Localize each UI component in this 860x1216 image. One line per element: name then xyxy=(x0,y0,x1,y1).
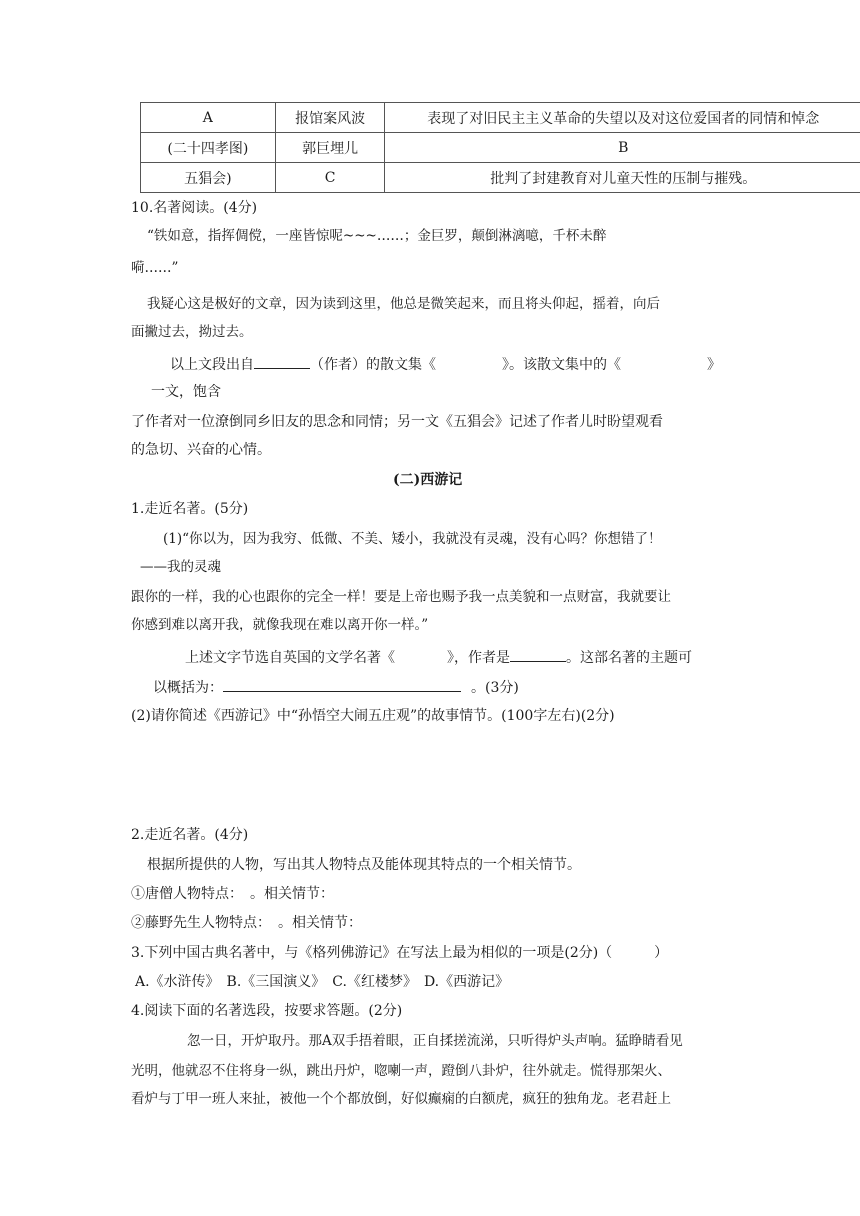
table-row xyxy=(141,133,860,163)
q10-para-line2: 面撇过去，拗过去。 xyxy=(131,324,253,340)
q2-desc: 根据所提供的人物，写出其人物特点及能体现其特点的一个相关情节。 xyxy=(147,857,581,873)
answer-blank[interactable] xyxy=(223,677,461,692)
section-heading: (二)西游记 xyxy=(393,472,463,488)
q1-title: 1.走近名著。(5分) xyxy=(131,501,249,517)
q10-fill-line4: 的急切、兴奋的心情。 xyxy=(131,442,271,458)
fill-text: 以上文段出自 xyxy=(170,357,254,373)
q4-line1: 忽一日，开炉取丹。那A双手捂着眼，正自揉搓流涕，只听得炉头声响。猛睁睛看见 xyxy=(187,1033,683,1049)
q10-fill-line2: 一文，饱含 xyxy=(151,384,221,400)
answer-blank[interactable] xyxy=(510,647,566,662)
q10-fill-line1 xyxy=(170,354,721,375)
q3-question: 3.下列中国古典名著中，与《格列佛游记》在写法上最为相似的一项是(2分)（ ） xyxy=(131,945,669,961)
table-cell: 批判了封建教育对儿童天性的压制与摧残。 xyxy=(385,163,860,193)
fill-text: 》 xyxy=(707,357,721,373)
q2-item-b: ②藤野先生人物特点： 。相关情节： xyxy=(131,915,362,931)
fill-text: 。(3分) xyxy=(471,680,519,696)
fill-text: 》。该散文集中的《 xyxy=(502,357,621,373)
table-row xyxy=(141,103,860,133)
q1-part2: (2)请你简述《西游记》中“孙悟空大闹五庄观”的故事情节。(100字左右)(2分) xyxy=(131,708,615,724)
q2-item-a: ①唐僧人物特点： 。相关情节： xyxy=(131,886,334,902)
q4-line2: 光明，他就忍不住将身一纵，跳出丹炉，唿喇一声，蹬倒八卦炉，往外就走。慌得那架火、 xyxy=(131,1063,671,1079)
q10-title: 10.名著阅读。(4分) xyxy=(131,200,258,216)
q1-fill-line2 xyxy=(153,677,519,698)
fill-text: 。这部名著的主题可 xyxy=(566,650,692,666)
table-cell: 郭巨埋儿 xyxy=(275,133,385,163)
table-cell: 报馆案风波 xyxy=(275,103,385,133)
q1-quote-line4: 你感到难以离开我，就像我现在难以离开你一样。” xyxy=(131,617,429,633)
q10-para-line1: 我疑心这是极好的文章，因为读到这里，他总是微笑起来，而且将头仰起，摇着，向后 xyxy=(147,296,660,312)
answer-table xyxy=(140,102,860,193)
q1-quote-line3: 跟你的一样，我的心也跟你的完全一样！要是上帝也赐予我一点美貌和一点财富，我就要让 xyxy=(131,589,671,605)
q10-quote-line1: “铁如意，指挥倜傥，一座皆惊呢~~~……；金巨罗，颠倒淋漓噫，千杯未醉 xyxy=(147,228,607,244)
table-cell: A xyxy=(141,103,276,133)
table-cell: 五猖会) xyxy=(141,163,276,193)
table-row xyxy=(141,163,860,193)
q2-title: 2.走近名著。(4分) xyxy=(131,827,249,843)
q10-fill-line3: 了作者对一位潦倒同乡旧友的思念和同情；另一文《五猖会》记述了作者儿时盼望观看 xyxy=(131,414,663,430)
q10-quote-line2: 嗬……” xyxy=(131,260,179,276)
fill-text: 》，作者是 xyxy=(447,650,510,666)
q1-quote-line1: (1)“你以为，因为我穷、低微、不美、矮小，我就没有灵魂，没有心吗？你想错了！ xyxy=(163,531,662,547)
q4-title: 4.阅读下面的名著选段，按要求答题。(2分) xyxy=(131,1003,403,1019)
fill-text: 以概括为： xyxy=(153,680,223,696)
fill-text: 上述文字节选自英国的文学名著《 xyxy=(185,650,395,666)
q3-options: A.《水浒传》 B.《三国演义》 C.《红楼梦》 D.《西游记》 xyxy=(135,974,510,990)
table-cell: 表现了对旧民主主义革命的失望以及对这位爱国者的同情和悼念 xyxy=(385,103,860,133)
table-cell: (二十四孝图) xyxy=(141,133,276,163)
q4-line3: 看炉与丁甲一班人来扯，被他一个个都放倒，好似癫痫的白额虎，疯狂的独角龙。老君赶上 xyxy=(131,1091,671,1107)
table-cell: B xyxy=(385,133,860,163)
answer-blank[interactable] xyxy=(254,354,310,369)
q1-fill-line1 xyxy=(185,647,692,668)
table-cell: C xyxy=(275,163,385,193)
q1-quote-line2: ——我的灵魂 xyxy=(140,559,221,575)
fill-text: （作者）的散文集《 xyxy=(310,357,436,373)
